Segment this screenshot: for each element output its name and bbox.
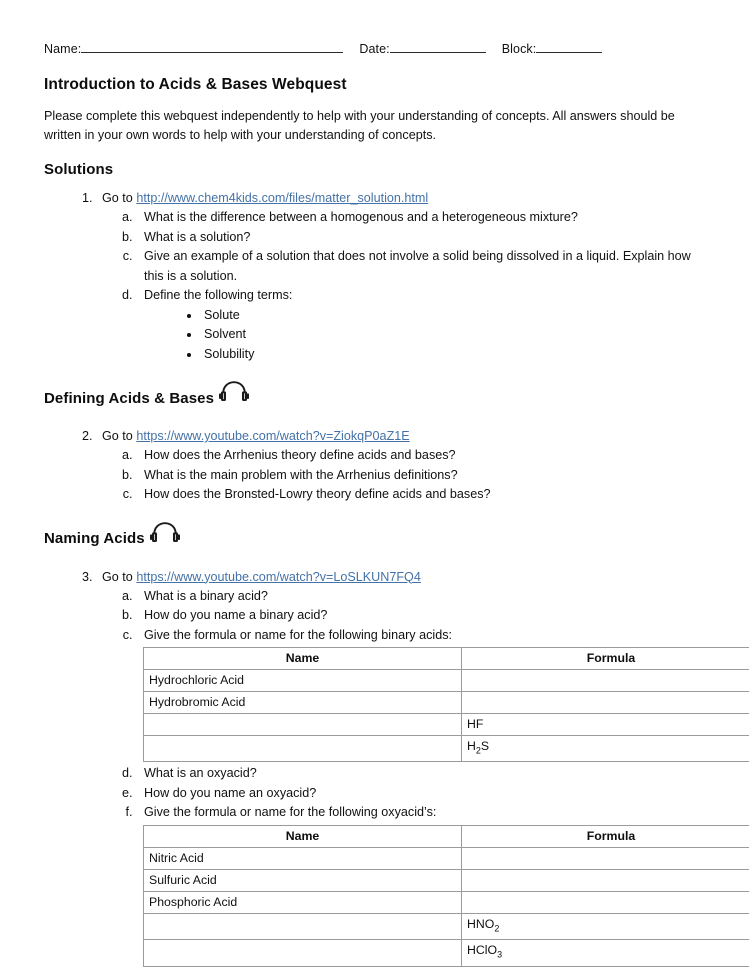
question-list-defining bbox=[44, 427, 705, 505]
column-header-formula: Formula bbox=[462, 825, 749, 847]
list-item bbox=[136, 446, 705, 466]
question-text: Give the formula or name for the following binary acids: bbox=[144, 627, 452, 642]
question-text: How do you name a binary acid? bbox=[144, 608, 328, 622]
question-text: c. Give an example of a solution that does not involve a solid being dissolved in a liquid. Explain how this is a solution. bbox=[144, 249, 691, 283]
cell-formula bbox=[462, 913, 749, 939]
table-row bbox=[144, 891, 749, 913]
list-item bbox=[136, 228, 705, 248]
sub-question-list-naming-oxyacids bbox=[102, 764, 705, 823]
question-text: What is a binary acid? bbox=[144, 588, 268, 603]
section-heading-naming-acids bbox=[44, 527, 705, 551]
cell-name[interactable] bbox=[144, 940, 462, 966]
column-header-name: Name bbox=[144, 648, 462, 670]
list-item bbox=[136, 466, 705, 486]
table-row bbox=[144, 714, 749, 736]
section-label-solutions: Solutions bbox=[44, 161, 114, 178]
name-label: Name: bbox=[44, 42, 82, 56]
table-row bbox=[144, 940, 749, 966]
cell-name: Hydrobromic Acid bbox=[144, 692, 462, 714]
list-item bbox=[136, 764, 705, 784]
formula-subscript: 2 bbox=[494, 923, 500, 934]
list-item bbox=[136, 247, 705, 286]
sub-question-list-naming bbox=[102, 587, 705, 646]
go-to-text: Go to bbox=[102, 191, 133, 205]
section-label-defining-acids-bases: Defining Acids & Bases bbox=[44, 389, 215, 407]
table-row bbox=[144, 913, 749, 939]
binary-acids-table-wrap bbox=[102, 647, 705, 762]
list-item bbox=[96, 189, 705, 364]
list-item bbox=[136, 626, 705, 646]
list-item: • Solubility bbox=[201, 345, 705, 365]
list-item bbox=[136, 803, 705, 823]
block-label: Block: bbox=[501, 42, 537, 56]
list-item: • Solvent bbox=[201, 325, 705, 345]
name-blank[interactable] bbox=[81, 40, 343, 53]
cell-name: Phosphoric Acid bbox=[144, 891, 462, 913]
formula-base: HClO bbox=[467, 943, 498, 958]
cell-name[interactable] bbox=[144, 913, 462, 939]
list-item bbox=[136, 286, 705, 364]
list-item bbox=[136, 587, 705, 607]
question-text: How does the Arrhenius theory define acids and bases? bbox=[144, 448, 456, 462]
date-label: Date: bbox=[359, 42, 390, 56]
cell-formula[interactable] bbox=[462, 847, 749, 869]
list-item: • Solute bbox=[201, 306, 705, 326]
list-item bbox=[136, 606, 705, 626]
formula-base: HNO bbox=[467, 916, 495, 931]
cell-formula bbox=[462, 736, 749, 762]
go-to-text: Go to bbox=[102, 429, 133, 443]
column-header-name: Name bbox=[144, 825, 462, 847]
student-info-line bbox=[44, 40, 705, 58]
link-chem4kids[interactable]: http://www.chem4kids.com/files/matter_solution.html bbox=[136, 191, 429, 205]
block-blank[interactable] bbox=[536, 40, 602, 53]
question-text: a. What is the difference between a homogenous and a heterogeneous mixture? bbox=[144, 210, 578, 224]
oxyacids-table bbox=[143, 825, 749, 967]
question-text: b. What is a solution? bbox=[144, 229, 251, 244]
sub-question-list-solutions bbox=[102, 208, 705, 364]
formula-base: H bbox=[467, 739, 476, 753]
question-text: What is an oxyacid? bbox=[144, 766, 257, 781]
question-list-naming bbox=[44, 568, 705, 967]
table-row bbox=[144, 736, 749, 762]
terms-list bbox=[144, 306, 705, 365]
question-list-solutions bbox=[44, 189, 705, 364]
section-heading-defining-acids-bases bbox=[44, 386, 705, 410]
link-youtube-naming[interactable]: https://www.youtube.com/watch?v=LoSLKUN7FQ4 bbox=[136, 569, 421, 584]
headphones-icon bbox=[219, 380, 249, 404]
list-item bbox=[96, 568, 705, 967]
list-item bbox=[136, 784, 705, 804]
cell-formula: HF bbox=[462, 714, 749, 736]
table-row bbox=[144, 692, 749, 714]
formula-subscript: 3 bbox=[497, 949, 503, 960]
page-title: Introduction to Acids & Bases Webquest bbox=[44, 76, 347, 93]
cell-name: Sulfuric Acid bbox=[144, 869, 462, 891]
date-blank[interactable] bbox=[390, 40, 486, 53]
question-text: d. Define the following terms: bbox=[144, 288, 293, 302]
cell-formula[interactable] bbox=[462, 670, 749, 692]
link-youtube-defining[interactable]: https://www.youtube.com/watch?v=ZiokqP0aZ1E bbox=[136, 429, 410, 443]
table-row bbox=[144, 869, 749, 891]
list-item bbox=[96, 427, 705, 505]
sub-question-list-defining bbox=[102, 446, 705, 505]
table-header-row bbox=[144, 825, 749, 847]
cell-formula bbox=[462, 940, 749, 966]
cell-name[interactable] bbox=[144, 736, 462, 762]
table-header-row bbox=[144, 648, 749, 670]
formula-tail: S bbox=[480, 739, 490, 753]
section-label-naming-acids: Naming Acids bbox=[44, 530, 145, 547]
section-heading-solutions bbox=[44, 161, 705, 178]
column-header-formula: Formula bbox=[462, 648, 749, 670]
headphones-icon bbox=[150, 521, 180, 545]
question-text: Give the formula or name for the following oxyacid’s: bbox=[144, 805, 437, 820]
oxyacids-table-wrap bbox=[102, 825, 705, 967]
cell-name: Hydrochloric Acid bbox=[144, 670, 462, 692]
table-row bbox=[144, 670, 749, 692]
cell-formula[interactable] bbox=[462, 891, 749, 913]
go-to-text: Go to bbox=[102, 569, 133, 584]
list-item bbox=[136, 485, 705, 505]
cell-name[interactable] bbox=[144, 714, 462, 736]
cell-formula[interactable] bbox=[462, 869, 749, 891]
cell-name: Nitric Acid bbox=[144, 847, 462, 869]
cell-formula[interactable] bbox=[462, 692, 749, 714]
intro-paragraph: Please complete this webquest independently to help with your understanding of concepts. All answers should be written in your own words to help with your understanding of concepts. bbox=[44, 109, 675, 142]
formula-subscript: 2 bbox=[475, 745, 481, 756]
list-item bbox=[136, 208, 705, 228]
question-text: What is the main problem with the Arrhenius definitions? bbox=[144, 467, 458, 482]
question-text: How does the Bronsted-Lowry theory define acids and bases? bbox=[144, 487, 491, 501]
question-text: How do you name an oxyacid? bbox=[144, 785, 317, 800]
table-row bbox=[144, 847, 749, 869]
binary-acids-table bbox=[143, 647, 749, 762]
